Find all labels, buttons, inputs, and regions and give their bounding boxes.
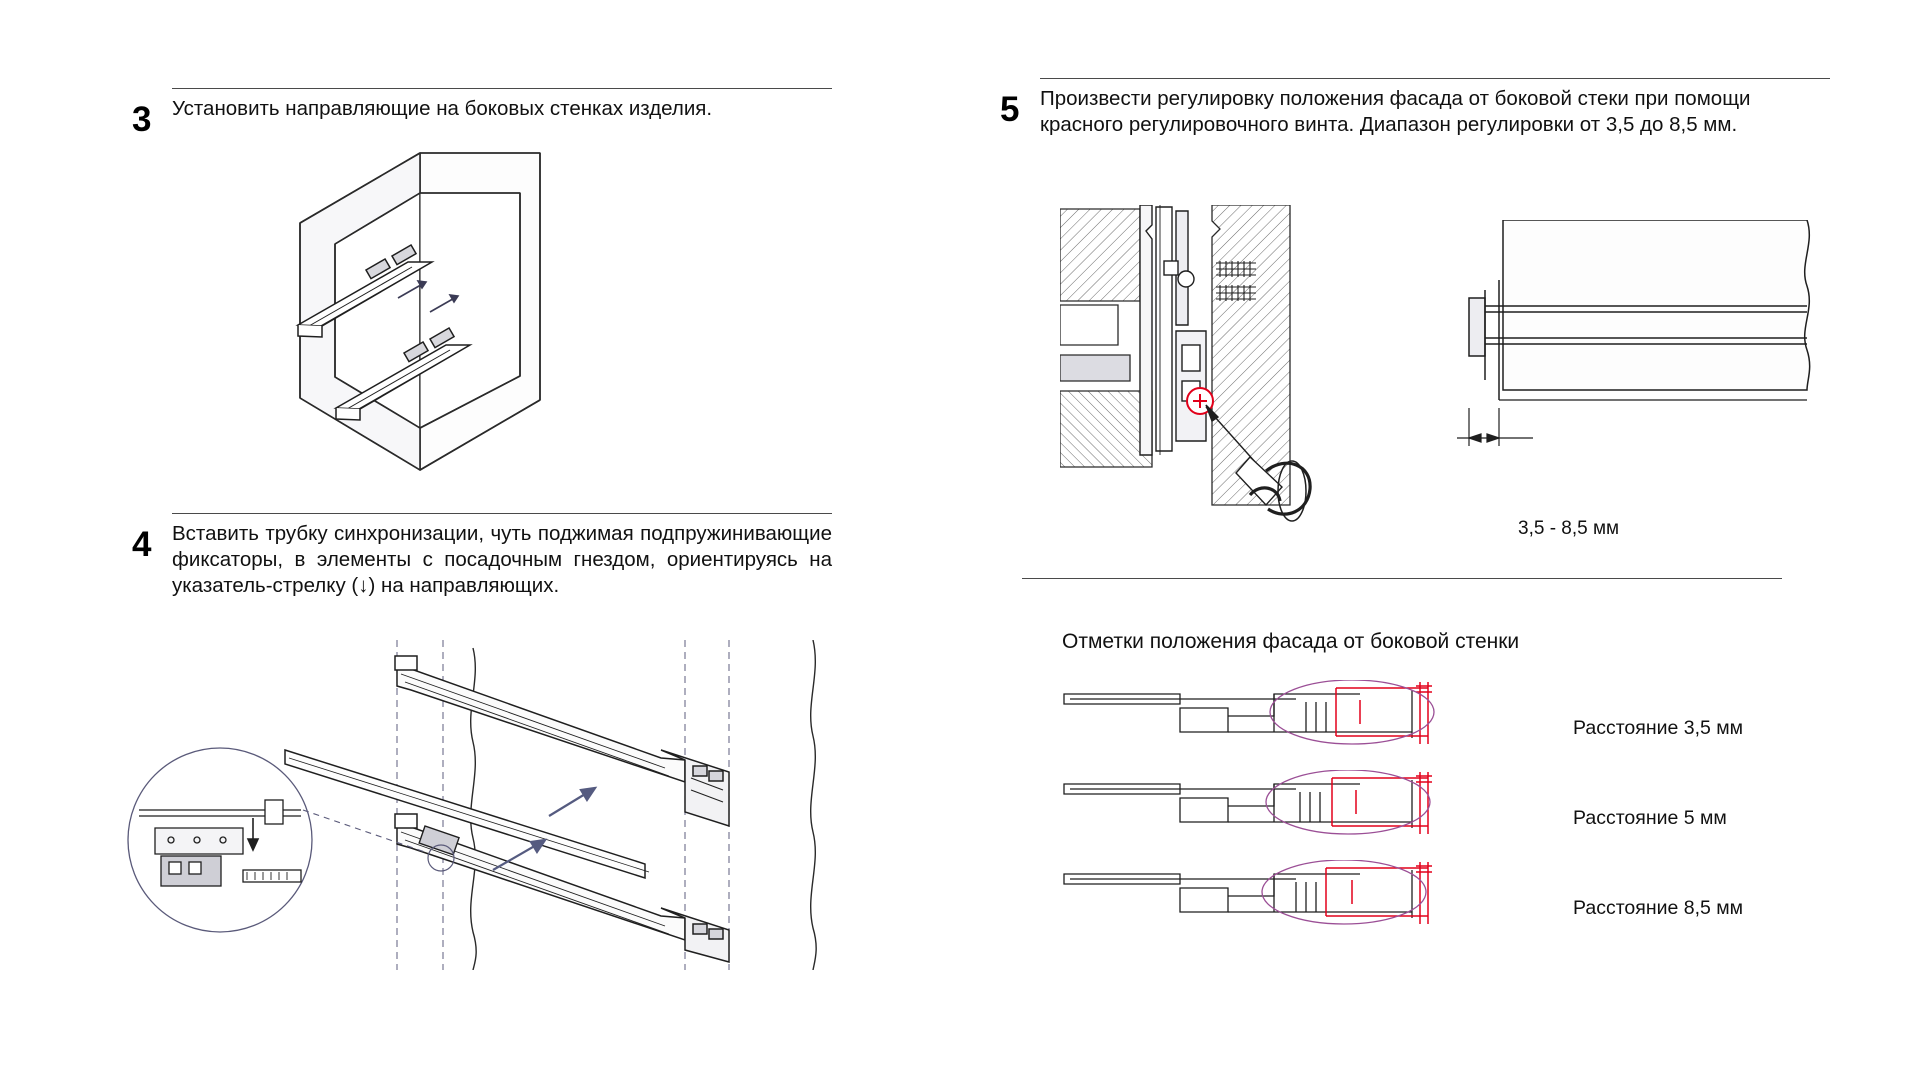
step-5-header xyxy=(1000,78,1830,138)
step-4 xyxy=(132,513,832,598)
front-gap-elevation-diagram xyxy=(1455,220,1825,470)
step-3-number: 3 xyxy=(132,100,152,139)
step-4-text-wrap xyxy=(172,513,832,598)
step-5 xyxy=(1000,78,1830,138)
step-3-text-wrap xyxy=(172,88,832,122)
sync-tube-insertion-diagram xyxy=(125,640,845,970)
step-5-text-wrap xyxy=(1040,78,1830,138)
section-divider xyxy=(1022,578,1782,579)
position-row-5 xyxy=(1060,770,1550,848)
position-row-3-5 xyxy=(1060,680,1550,758)
step-4-number: 4 xyxy=(132,525,152,564)
step-5-text: Произвести регулировку положения фасада от боковой стеки при помощи красного регулировочного винта. Диапазон регулировки от 3,5 до 8,5 мм. xyxy=(1040,87,1751,136)
positions-section-title: Отметки положения фасада от боковой стенки xyxy=(1062,630,1520,653)
step-3-header xyxy=(132,88,832,137)
step-4-header xyxy=(132,513,832,598)
position-label-3-5: Расстояние 3,5 мм xyxy=(1573,717,1744,739)
step-4-text: Вставить трубку синхронизации, чуть поджимая подпружинивающие фиксаторы, в элементы с посадочным гнездом, ориентируясь на указатель-стрелку (↓) на направляющих. xyxy=(172,522,832,597)
position-row-8-5 xyxy=(1060,860,1550,938)
position-label-5: Расстояние 5 мм xyxy=(1573,807,1727,829)
position-label-8-5: Расстояние 8,5 мм xyxy=(1573,897,1744,919)
cabinet-with-slides-diagram xyxy=(280,140,700,485)
step-3 xyxy=(132,88,832,137)
adjustment-range-label: 3,5 - 8,5 мм xyxy=(1518,518,1620,539)
step-3-text: Установить направляющие на боковых стенках изделия. xyxy=(172,97,713,120)
step-5-number: 5 xyxy=(1000,90,1020,129)
front-adjustment-section-diagram xyxy=(1060,205,1400,560)
